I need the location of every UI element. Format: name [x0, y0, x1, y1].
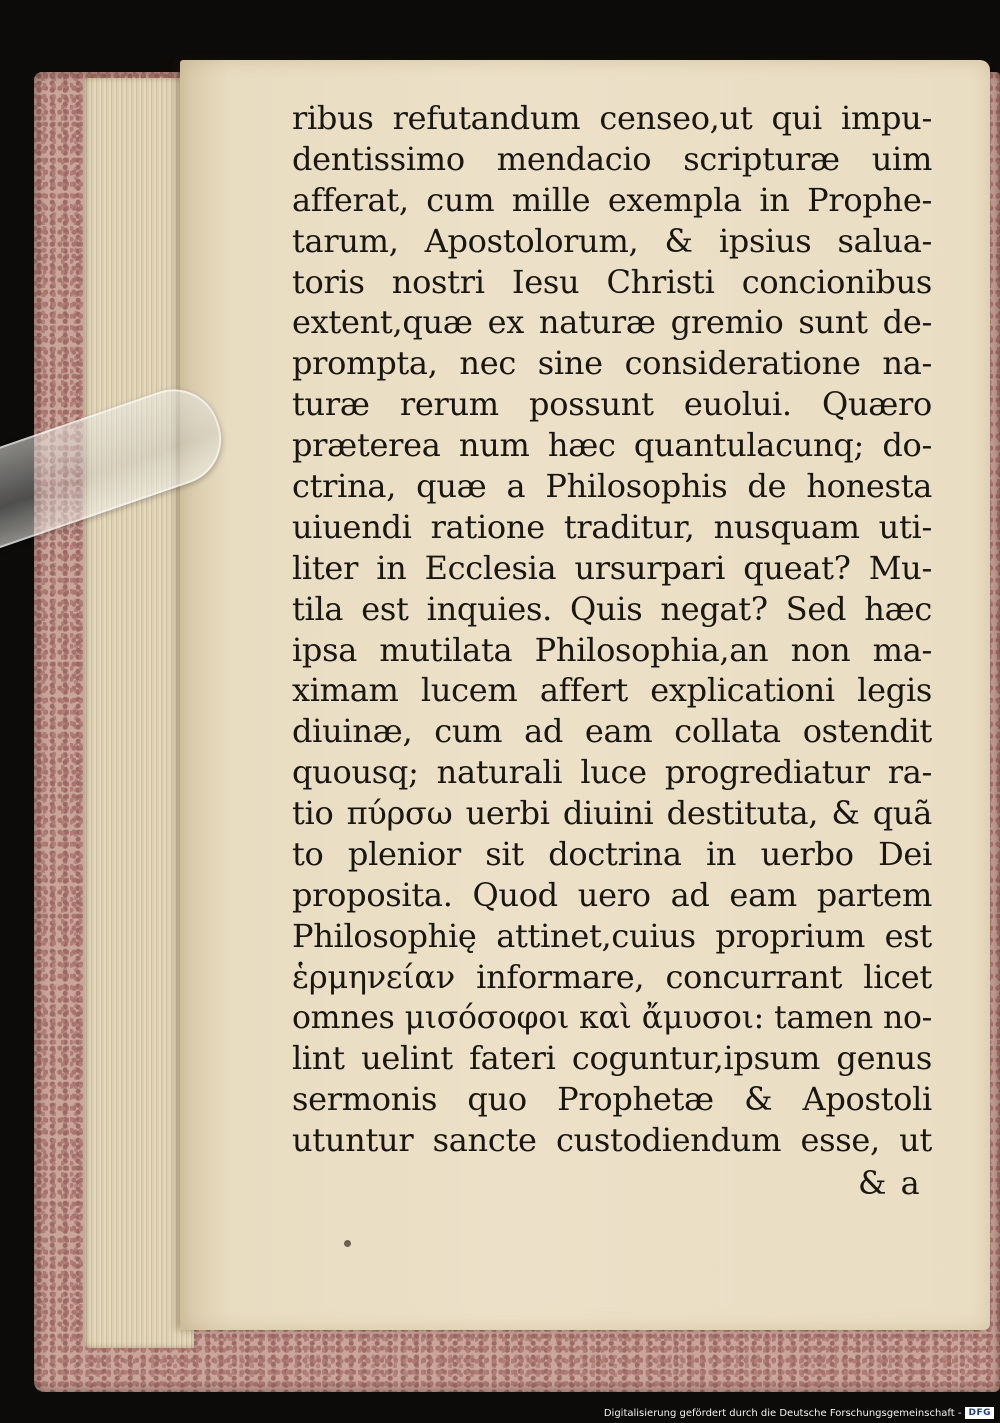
text-line: utuntur sancte custodiendum esse, ut — [292, 1121, 932, 1160]
page-edges — [84, 78, 194, 1348]
text-line: afferat, cum mille exempla in Prophe- — [292, 180, 932, 219]
text-line: dentissimo mendacio scripturæ uim — [292, 139, 932, 178]
text-line: sermonis quo Prophetæ & Apostoli — [292, 1080, 932, 1119]
text-line: præterea num hæc quantulacunq; do- — [292, 426, 932, 465]
text-line: tio πύρσω uerbi diuini destituta, & quã — [292, 794, 932, 833]
text-line: ximam lucem affert explicationi legis — [292, 671, 932, 710]
credit-text: Digitalisierung gefördert durch die Deutsche Forschungsgemeinschaft - — [603, 1407, 962, 1419]
text-line: ἑρμηνείαν informare, concurrant licet — [292, 957, 932, 996]
text-line: uiuendi ratione traditur, nusquam uti- — [292, 507, 932, 546]
dfg-logo: DFG — [965, 1407, 994, 1419]
text-line: ribus refutandum censeo,ut qui impu- — [292, 99, 932, 137]
text-line: prompta, nec sine consideratione na- — [292, 344, 932, 383]
text-line: ctrina, quæ a Philosophis de honesta — [292, 467, 932, 506]
text-line: liter in Ecclesia ursurpari queat? Mu- — [292, 548, 932, 587]
text-line: tila est inquies. Quis negat? Sed hæc — [292, 589, 932, 628]
ink-spot — [344, 1240, 351, 1247]
text-line: tarum, Apostolorum, & ipsius salua- — [292, 221, 932, 260]
text-line: toris nostri Iesu Christi concionibus — [292, 262, 932, 301]
catchword: & a — [858, 1164, 922, 1202]
page-text — [292, 98, 932, 1161]
text-line: to plenior sit doctrina in uerbo Dei — [292, 835, 932, 874]
text-line: ipsa mutilata Philosophia,an non ma- — [292, 630, 932, 669]
text-line: proposita. Quod uero ad eam partem — [292, 875, 932, 914]
text-line: extent,quæ ex naturæ gremio sunt de- — [292, 303, 932, 342]
text-line: turæ rerum possunt euolui. Quæro — [292, 385, 932, 424]
text-line: Philosophię attinet,cuius proprium est — [292, 916, 932, 955]
text-line: omnes μισόσοφοι καὶ ἄμυσοι: tamen no- — [292, 999, 932, 1036]
text-line: diuinæ, cum ad eam collata ostendit — [292, 712, 932, 751]
digitization-credit — [604, 1406, 994, 1420]
text-line: lint uelint fateri coguntur,ipsum genus — [292, 1039, 932, 1078]
text-line: quousq; naturali luce progrediatur ra- — [292, 753, 932, 792]
